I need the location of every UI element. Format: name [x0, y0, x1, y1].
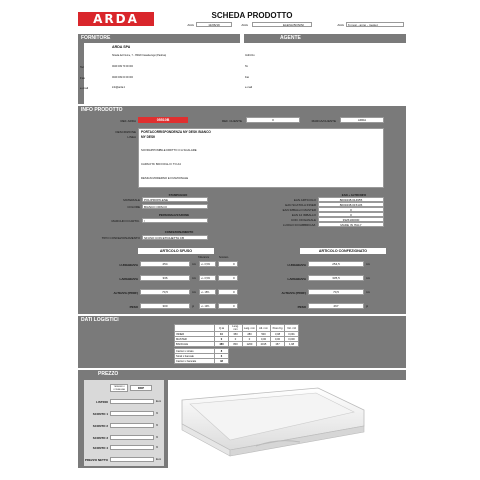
logistici-table [174, 324, 299, 347]
price-label: LISTINO [96, 400, 108, 404]
price-label: SCONTO 4 [92, 446, 108, 450]
agente-title: AGENTE [280, 35, 301, 41]
price-unit: Euro [156, 400, 162, 403]
page-title: SCHEDA PRODOTTO [211, 11, 293, 20]
prezzo-panel [84, 380, 164, 466]
fornitore-tel-label: Tel [80, 65, 84, 69]
table-cell: 157 [271, 342, 285, 347]
letter-tray-image [168, 380, 406, 468]
price-unit: % [156, 424, 159, 427]
table-row [175, 325, 299, 332]
col-header: Peso Kg [271, 325, 285, 332]
logistici-pallet-table [174, 348, 229, 364]
sfuso-dev: 0 [218, 261, 238, 267]
price-unit: % [156, 436, 159, 439]
agente-body [244, 43, 406, 104]
table-cell: 350 [229, 332, 243, 337]
info-section [78, 106, 406, 314]
conf-label: PESO [297, 305, 306, 309]
ref-arda-label: REF. ARDA [120, 119, 136, 123]
sfuso-dev: 0 [218, 275, 238, 281]
logo [78, 12, 154, 26]
col-header: Vol. m3 [285, 325, 299, 332]
sfuso-value: 70,5 [140, 289, 190, 295]
price-unit: % [156, 446, 159, 449]
conf-value: 70,5 [308, 289, 364, 295]
conf-value: 267 [308, 303, 364, 309]
price-input[interactable] [110, 423, 154, 428]
conf-unit: gr [366, 305, 369, 308]
prezzo-section [78, 370, 406, 468]
conf-label: ALTEZZA (PROF) [281, 291, 306, 295]
agg-period: 6 mesi - anno - mesiet [346, 22, 404, 27]
table-cell: 1200 [243, 342, 257, 347]
table-cell: 1,98 [285, 342, 299, 347]
ean-title: EAN + ALTRI INFO [341, 193, 367, 197]
ean-row-value: 8003438.015136 [318, 202, 384, 207]
sfuso-dev: 0 [218, 289, 238, 295]
fornitore-email-label: e-mail [80, 86, 89, 90]
table-cell: 500 [257, 332, 271, 337]
ean-row-label: EAN IMBALLO MASTER [282, 208, 316, 212]
table-cell: 2015 [257, 342, 271, 347]
term-value: DDP [130, 385, 152, 391]
fornitore-section [78, 34, 240, 104]
sfuso-label: LUNGHEZZA [119, 263, 138, 267]
fornitore-body [80, 43, 240, 104]
table-cell: 800 [229, 342, 243, 347]
conf-label: LARGHEZZA [287, 277, 306, 281]
table-cell: 0 [215, 337, 229, 342]
col-header: Larg. mm [244, 326, 255, 330]
feature-1: SOVRAPPONIBILE DIRITTO O A SCALARE [141, 148, 197, 152]
sfuso-label: ALTEZZA (PROF) [113, 291, 138, 295]
agente-tel-label: Tel [245, 65, 249, 68]
materiale-value: POLIPROPILENE [142, 197, 208, 202]
agente-section [244, 34, 406, 104]
price-input[interactable] [110, 457, 154, 462]
sfuso-label: PESO [129, 305, 138, 309]
logo-text: ARDA [93, 12, 139, 26]
fornitore-tel: 0049 049 79 00 000 [112, 65, 134, 68]
colore-value: BIANCO OPACO [142, 204, 208, 209]
ean-row-value: 3926100000 [318, 217, 384, 222]
sfuso-unit: mm [192, 291, 196, 294]
price-input[interactable] [110, 435, 154, 440]
description-label: DESCRIZIONE [115, 130, 136, 134]
description-text: PORTACORRISPONDENZA MY DESK BIANCO [141, 130, 211, 134]
table-cell: 0,00 [271, 337, 285, 342]
ean-row-label: COD. DOGANALE [290, 218, 316, 222]
ref-cliente-label: REF. CLIENTE [221, 119, 242, 123]
conf-unit: mm [366, 291, 370, 294]
conf-value: 335,5 [308, 275, 364, 281]
logistici-section [78, 316, 406, 368]
ref-cliente-value: 0 [246, 117, 300, 123]
ean-row-label: EAN SCATOLA INNER [285, 203, 316, 207]
sfuso-unit: mm [192, 277, 196, 280]
colore-label: COLORE [127, 205, 140, 209]
sfuso-unit: mm [192, 263, 196, 266]
agente-fax-label: Fax [245, 76, 250, 79]
table-cell: 0,091 [285, 332, 299, 337]
sfuso-value: 254 [140, 261, 190, 267]
price-label: SCONTO 1 [92, 412, 108, 416]
agg-date: 11/06/19 [196, 22, 232, 27]
col-header: Alt. mm [257, 325, 271, 332]
sfuso-value: 336 [140, 275, 190, 281]
table-cell: 280 [243, 332, 257, 337]
table-cell: 480 [215, 342, 229, 347]
tol-label: Tolleranza [198, 256, 209, 259]
conf-title-box [300, 248, 386, 254]
info-title: INFO PRODOTTO [81, 107, 123, 113]
table-row [175, 359, 229, 364]
price-label: SCONTO 3 [92, 436, 108, 440]
sfuso-title: ARTICOLO SFUSO [159, 249, 193, 253]
ean-row-label: LUOGO DI FABBRICAZ. [282, 223, 316, 227]
fornitore-fax: 0049 049 00 00 000 [112, 76, 134, 79]
table-cell: 0 [243, 337, 257, 342]
conf-unit: mm [366, 263, 370, 266]
ean-row-value: 0 [318, 212, 384, 217]
price-label: PREZZO NETTO [84, 458, 108, 462]
marchio-value: / [142, 218, 208, 223]
pers-title: PERSONALIZZAZIONE [158, 213, 190, 217]
feature-2: CAPACITA' 800 FOGLI F TO A4 [141, 162, 181, 166]
sfuso-tol: +/- 10% [199, 303, 216, 309]
sfuso-title-box [138, 248, 214, 254]
sfuso-tol: +/- 0,5% [199, 275, 216, 281]
ean-row-value: 8003438.014955 [318, 197, 384, 202]
conf-value: 254,5 [308, 261, 364, 267]
price-unit: Euro [156, 458, 162, 461]
scost-label: Scostam. [219, 256, 229, 259]
agg-label-2: AGG [241, 23, 248, 27]
tipo-value: SFUSO CON ETICHETTA CB [142, 235, 208, 240]
logistici-title: DATI LOGISTICI [81, 317, 119, 323]
line-label: LINEA [127, 135, 136, 139]
row-label: Cartoni x strato [175, 349, 215, 354]
fornitore-fax-label: Fax [80, 76, 86, 80]
term-label: TERMINI DI CONSEGNA [110, 384, 128, 392]
product-image-frame [168, 380, 406, 468]
agente-address-label: Indirizzo [245, 54, 255, 57]
ean-row-label: EAN ARTICOLO [293, 198, 316, 202]
agg-label: AGG [187, 23, 194, 27]
table-cell: 0 [229, 337, 243, 342]
conf-title: CONFEZIONAMENTO [164, 230, 194, 234]
price-input[interactable] [110, 445, 154, 450]
price-label: SCONTO 2 [92, 424, 108, 428]
price-input[interactable] [110, 411, 154, 416]
ref-arda-value: 05510B [138, 117, 188, 123]
table-row [175, 342, 299, 347]
marchio-label: MARCHIO DI ARTIC. [111, 219, 140, 223]
table-cell: 3,08 [271, 332, 285, 337]
row-label: INNER [175, 332, 215, 337]
sfuso-dev: 0 [218, 303, 238, 309]
row-label: Cartoni x bancale [175, 359, 215, 364]
table-cell: 0,00 [257, 337, 271, 342]
row-label: Strati x bancale [175, 354, 215, 359]
stampaggio-title: STAMPAGGIO [168, 193, 188, 197]
prezzo-title: PREZZO [98, 371, 119, 377]
fornitore-name: ARDA SPA [112, 45, 131, 49]
ean-row-label: EAN 12 IMBALLO [291, 213, 316, 217]
conf-label: LUNGHEZZA [287, 263, 306, 267]
tipo-label: TIPO CONFEZIONAMENTO [101, 236, 140, 240]
description-box [138, 128, 384, 188]
agente-email-label: e-mail [245, 86, 253, 89]
ean-row-value: MADE IN ITALY [318, 222, 384, 227]
product-sheet [72, 10, 408, 470]
table-cell: 6 [215, 354, 229, 359]
sfuso-label: LARGHEZZA [119, 277, 138, 281]
line-text: MY DESK [141, 135, 156, 139]
sfuso-tol: +/- 0,5% [199, 261, 216, 267]
confezionato-title: ARTICOLO CONFEZIONATO [318, 249, 368, 253]
col-header: Lung. mm [229, 325, 243, 332]
table-cell: 8 [215, 349, 229, 354]
brand-value: ARDA [340, 117, 384, 123]
agg-person: ELENA BONINI [252, 22, 312, 27]
sfuso-unit: gr [192, 305, 195, 308]
fornitore-email: info@arda.it [112, 86, 125, 89]
price-unit: % [156, 412, 159, 415]
ean-row-value: 0 [318, 207, 384, 212]
feature-3: DESIGN MODERNO E FUNZIONALE [141, 176, 189, 180]
row-label: MASTER [175, 337, 215, 342]
table-cell: 0,000 [285, 337, 299, 342]
col-header: Q.tà [215, 325, 229, 332]
conf-unit: mm [366, 277, 370, 280]
table-cell: 10 [215, 332, 229, 337]
table-cell: 48 [215, 359, 229, 364]
row-label: BANCALE [175, 342, 215, 347]
sfuso-tol: +/- 15% [199, 289, 216, 295]
fornitore-title: FORNITORE [81, 35, 111, 41]
brand-label: MARCA/CLIENTE [311, 119, 336, 123]
sfuso-value: 300 [140, 303, 190, 309]
agg-label-3: AGG [337, 23, 344, 27]
fornitore-address: Strada del Fiume, 7 - 35020 Casalserugo (Padova) [112, 54, 167, 57]
materiale-label: MATERIALE [123, 198, 140, 202]
price-input[interactable] [110, 399, 154, 404]
